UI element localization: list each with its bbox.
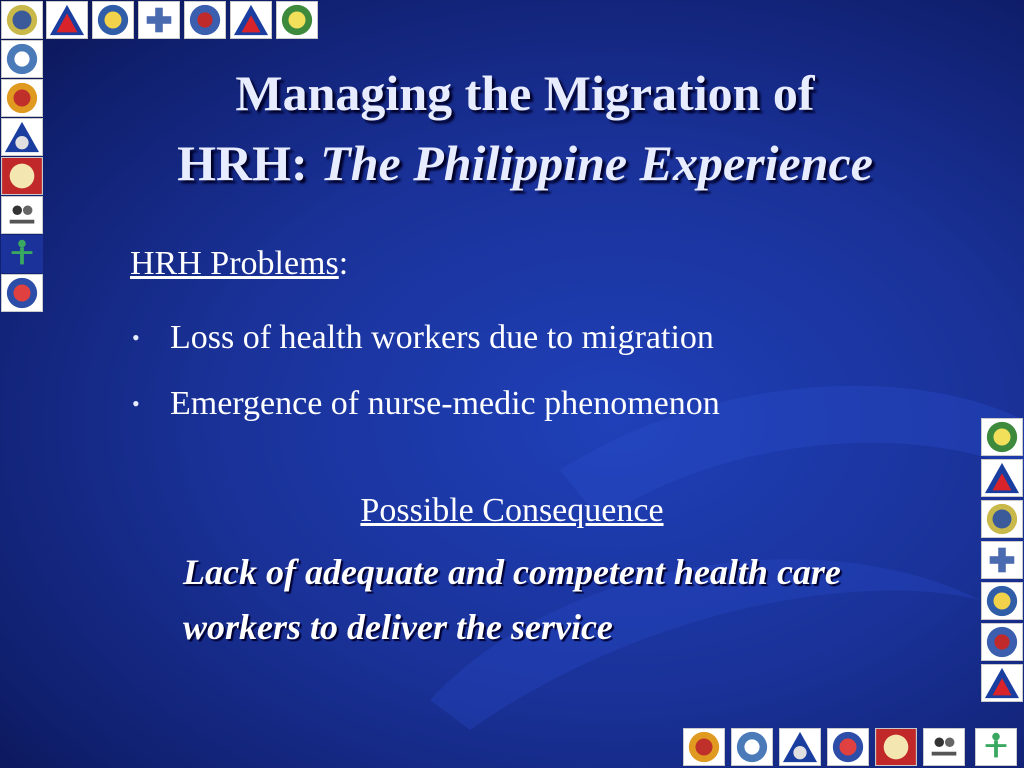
logo-globe-left <box>1 157 43 195</box>
logo-people-left <box>1 196 43 234</box>
slide-title <box>60 58 990 198</box>
logo-seal-bottom-2 <box>731 728 773 766</box>
problem-item-1 <box>130 305 720 371</box>
bullet-icon: • <box>132 325 140 350</box>
title-line-2-plain: HRH: <box>177 135 321 191</box>
problems-list <box>130 305 720 437</box>
logo-seal-4 <box>276 1 318 39</box>
logo-triangle-2 <box>230 1 272 39</box>
logo-seal-2 <box>92 1 134 39</box>
consequence-body: Lack of adequate and competent health care workers to deliver the service <box>183 552 841 647</box>
logo-figure-bottom <box>975 728 1017 766</box>
logo-seal-left-1 <box>1 40 43 78</box>
title-line-2-italic: The Philippine Experience <box>320 135 873 191</box>
problem-item-1-text: Loss of health workers due to migration <box>170 319 714 356</box>
problems-heading-colon: : <box>338 245 349 282</box>
logo-seal-right-3 <box>981 582 1023 620</box>
logo-cross-1 <box>138 1 180 39</box>
logo-people-bottom <box>923 728 965 766</box>
logo-triangle-1 <box>46 1 88 39</box>
problems-heading-text: HRH Problems <box>130 245 339 282</box>
logo-triangle-left <box>1 118 43 156</box>
problems-heading <box>130 245 348 283</box>
logo-seal-1 <box>1 1 43 39</box>
logo-triangle-right-2 <box>981 664 1023 702</box>
problem-item-2-text: Emergence of nurse-medic phenomenon <box>170 385 720 422</box>
bullet-icon: • <box>132 391 140 416</box>
title-line-2 <box>60 128 990 198</box>
logo-seal-bottom-1 <box>683 728 725 766</box>
logo-globe-bottom <box>875 728 917 766</box>
logo-figure-left <box>1 235 43 273</box>
title-line-1: Managing the Migration of <box>235 65 815 121</box>
problem-item-2 <box>130 371 720 437</box>
logo-seal-3 <box>184 1 226 39</box>
logo-seal-right-1 <box>981 418 1023 456</box>
logo-seal-left-2 <box>1 79 43 117</box>
logo-triangle-bottom <box>779 728 821 766</box>
logo-seal-right-4 <box>981 623 1023 661</box>
logo-seal-bottom-3 <box>827 728 869 766</box>
logo-cross-right <box>981 541 1023 579</box>
logo-seal-left-3 <box>1 274 43 312</box>
consequence-heading: Possible Consequence <box>360 492 664 529</box>
